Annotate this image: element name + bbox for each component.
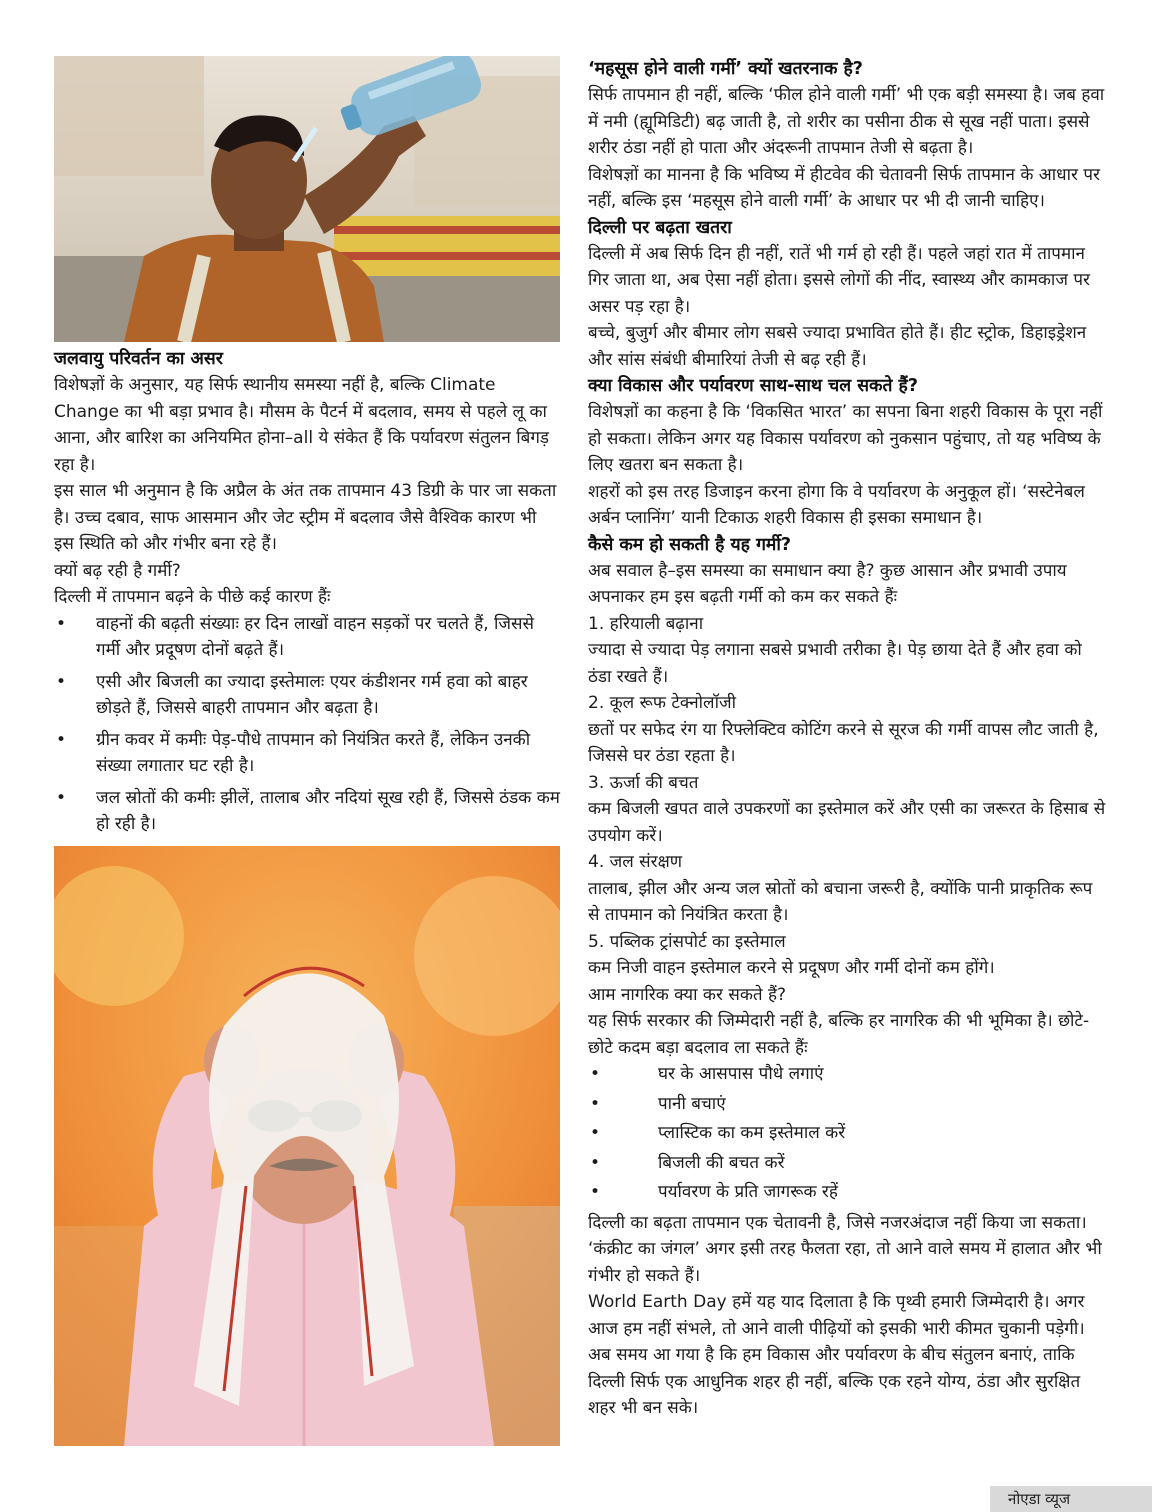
- climate-paragraph-1: विशेषज्ञों के अनुसार, यह सिर्फ स्थानीय समस्या नहीं है, बल्कि Climate Change का भी बड़ा प्रभाव है। मौसम के पैटर्न में बदलाव, समय से पहले लू का आना, और बारिश का अनियमित होना–all ये संकेत हैं कि पर्यावरण संतुलन बिगड़ रहा है।: [54, 375, 549, 475]
- list-item: [588, 1179, 1106, 1206]
- photo-man-with-towel: [54, 846, 560, 1446]
- delhi-threat-heading: दिल्ली पर बढ़ता खतरा: [588, 217, 732, 238]
- citizen-actions-list: [588, 1061, 1106, 1206]
- closing-paragraph-1: दिल्ली का बढ़ता तापमान एक चेतावनी है, जिसे नजरअंदाज नहीं किया जा सकता। ‘कंक्रीट का जंगल’ अगर इसी तरह फैलता रहा, तो आने वाले समय में हालात और भी गंभीर हो सकते हैं।: [588, 1212, 1102, 1286]
- list-item-text: बिजली की बचत करें: [658, 1152, 785, 1173]
- list-item-text: वाहनों की बढ़ती संख्याः हर दिन लाखों वाहन सड़कों पर चलते हैं, जिससे गर्मी और प्रदूषण दोनों बढ़ते हैं।: [96, 613, 535, 660]
- bullet-icon: •: [56, 787, 67, 808]
- list-item-text: एसी और बिजली का ज्यादा इस्तेमालः एयर कंडीशनर गर्म हवा को बाहर छोड़ते हैं, जिससे बाहरी तापमान और बढ़ता है।: [96, 671, 528, 718]
- step-4-title: 4. जल संरक्षण: [588, 852, 683, 872]
- bullet-icon: •: [590, 1123, 601, 1143]
- step-3-title: 3. ऊर्जा की बचत: [588, 772, 699, 793]
- step-1-title: 1. हरियाली बढ़ाना: [588, 613, 704, 634]
- feels-like-paragraph-1: सिर्फ तापमान ही नहीं, बल्कि ‘फील होने वाली गर्मी’ भी एक बड़ी समस्या है। जब हवा में नमी (ह्यूमिडिटी) बढ़ जाती है, तो शरीर का पसीना ठीक से सूख नहीं पाता। इससे शरीर ठंडा नहीं हो पाता और अंदरूनी तापमान तेजी से बढ़ता है।: [588, 85, 1105, 158]
- reduce-heat-heading: कैसे कम हो सकती है यह गर्मी?: [588, 534, 792, 555]
- bullet-icon: •: [56, 613, 67, 634]
- list-item: [588, 1150, 1106, 1177]
- bullet-icon: •: [590, 1064, 601, 1084]
- list-item: [588, 1091, 1106, 1118]
- list-item-text: पानी बचाएं: [658, 1093, 726, 1114]
- bullet-icon: •: [590, 1093, 601, 1114]
- list-item-text: घर के आसपास पौधे लगाएं: [658, 1064, 824, 1084]
- list-item-text: पर्यावरण के प्रति जागरूक रहें: [658, 1182, 838, 1202]
- list-item: [588, 1120, 1106, 1147]
- bullet-icon: •: [56, 671, 67, 692]
- step-3-text: कम बिजली खपत वाले उपकरणों का इस्तेमाल करें और एसी का जरूरत के हिसाब से उपयोग करें।: [588, 799, 1106, 846]
- photo-man-drinking-water: [54, 56, 560, 342]
- step-5-title: 5. पब्लिक ट्रांसपोर्ट का इस्तेमाल: [588, 931, 786, 952]
- list-item: [54, 727, 560, 780]
- feels-like-paragraph-2: विशेषज्ञों का मानना है कि भविष्य में हीटवेव की चेतावनी सिर्फ तापमान के आधार पर नहीं, बल्कि इस ‘महसूस होने वाली गर्मी’ के आधार पर भी दी जानी चाहिए।: [588, 164, 1100, 211]
- development-heading: क्या विकास और पर्यावरण साथ-साथ चल सकते हैं?: [588, 376, 918, 396]
- step-1-text: ज्यादा से ज्यादा पेड़ लगाना सबसे प्रभावी तरीका है। पेड़ छाया देते हैं और हवा को ठंडा रखते हैं।: [588, 640, 1082, 687]
- publication-tag: नोएडा व्यूज: [990, 1486, 1152, 1512]
- why-heat-rising: क्यों बढ़ रही है गर्मी?: [54, 560, 181, 581]
- list-item-text: प्लास्टिक का कम इस्तेमाल करें: [658, 1123, 846, 1143]
- photo-drinking-illustration: [54, 56, 560, 342]
- climate-paragraph-2: इस साल भी अनुमान है कि अप्रैल के अंत तक तापमान 43 डिग्री के पार जा सकता है। उच्च दबाव, साफ आसमान और जेट स्ट्रीम में बदलाव जैसे वैश्विक कारण भी इस स्थिति को और गंभीर बना रहे हैं।: [54, 481, 557, 554]
- step-2-title: 2. कूल रूफ टेक्नोलॉजी: [588, 693, 736, 713]
- development-paragraph-2: शहरों को इस तरह डिजाइन करना होगा कि वे पर्यावरण के अनुकूल हों। ‘सस्टेनेबल अर्बन प्लानिंग’ यानी टिकाऊ शहरी विकास ही इसका समाधान है।: [588, 481, 1085, 528]
- climate-heading: जलवायु परिवर्तन का असर: [54, 349, 223, 369]
- list-item-text: ग्रीन कवर में कमीः पेड़-पौधे तापमान को नियंत्रित करते हैं, लेकिन उनकी संख्या लगातार घट रही है।: [96, 729, 531, 776]
- feels-like-heading: ‘महसूस होने वाली गर्मी’ क्यों खतरनाक है?: [588, 59, 863, 79]
- bullet-icon: •: [590, 1152, 601, 1173]
- citizen-text: यह सिर्फ सरकार की जिम्मेदारी नहीं है, बल्कि हर नागरिक की भी भूमिका है। छोटे-छोटे कदम बड़ा बदलाव ला सकते हैंः: [588, 1011, 1090, 1058]
- right-column: [588, 56, 1106, 1422]
- development-paragraph-1: विशेषज्ञों का कहना है कि ‘विकसित भारत’ का सपना बिना शहरी विकास के पूरा नहीं हो सकता। लेकिन अगर यह विकास पर्यावरण को नुकसान पहुंचाए, तो यह भविष्य के लिए खतरा बन सकता है।: [588, 402, 1103, 475]
- list-item: [54, 611, 560, 664]
- citizen-question: आम नागरिक क्या कर सकते हैं?: [588, 984, 787, 1005]
- left-column: [54, 56, 560, 1446]
- reasons-list: [54, 611, 560, 838]
- photo-towel-illustration: [54, 846, 560, 1446]
- closing-paragraph-2: World Earth Day हमें यह याद दिलाता है कि पृथ्वी हमारी जिम्मेदारी है। अगर आज हम नहीं संभले, तो आने वाली पीढ़ियों को इसकी भारी कीमत चुकानी पड़ेगी। अब समय आ गया है कि हम विकास और पर्यावरण के बीच संतुलन बनाएं, ताकि दिल्ली सिर्फ एक आधुनिक शहर ही नहीं, बल्कि एक रहने योग्य, ठंडा और सुरक्षित शहर भी बन सके।: [588, 1292, 1085, 1418]
- step-4-text: तालाब, झील और अन्य जल स्रोतों को बचाना जरूरी है, क्योंकि पानी प्राकृतिक रूप से तापमान को नियंत्रित करता है।: [588, 878, 1093, 925]
- step-5-text: कम निजी वाहन इस्तेमाल करने से प्रदूषण और गर्मी दोनों कम होंगे।: [588, 958, 995, 978]
- step-2-text: छतों पर सफेद रंग या रिफ्लेक्टिव कोटिंग करने से सूरज की गर्मी वापस लौट जाती है, जिससे घर ठंडा रहता है।: [588, 719, 1099, 766]
- reasons-intro: दिल्ली में तापमान बढ़ने के पीछे कई कारण हैंः: [54, 587, 331, 607]
- list-item: [54, 669, 560, 722]
- bullet-icon: •: [590, 1182, 601, 1202]
- bullet-icon: •: [56, 729, 67, 750]
- climate-section: [54, 346, 560, 838]
- list-item: [54, 785, 560, 838]
- list-item: [588, 1061, 1106, 1088]
- reduce-intro: अब सवाल है–इस समस्या का समाधान क्या है? कुछ आसान और प्रभावी उपाय अपनाकर हम इस बढ़ती गर्मी को कम कर सकते हैंः: [588, 560, 1067, 607]
- delhi-paragraph-1: दिल्ली में अब सिर्फ दिन ही नहीं, रातें भी गर्म हो रही हैं। पहले जहां रात में तापमान गिर जाता था, अब ऐसा नहीं होता। इससे लोगों की नींद, स्वास्थ्य और कामकाज पर असर पड़ रहा है।: [588, 243, 1090, 317]
- delhi-paragraph-2: बच्चे, बुजुर्ग और बीमार लोग सबसे ज्यादा प्रभावित होते हैं। हीट स्ट्रोक, डिहाइड्रेशन और सांस संबंधी बीमारियां तेजी से बढ़ रही हैं।: [588, 323, 1087, 370]
- list-item-text: जल स्रोतों की कमीः झीलें, तालाब और नदियां सूख रही हैं, जिससे ठंडक कम हो रही है।: [96, 787, 560, 834]
